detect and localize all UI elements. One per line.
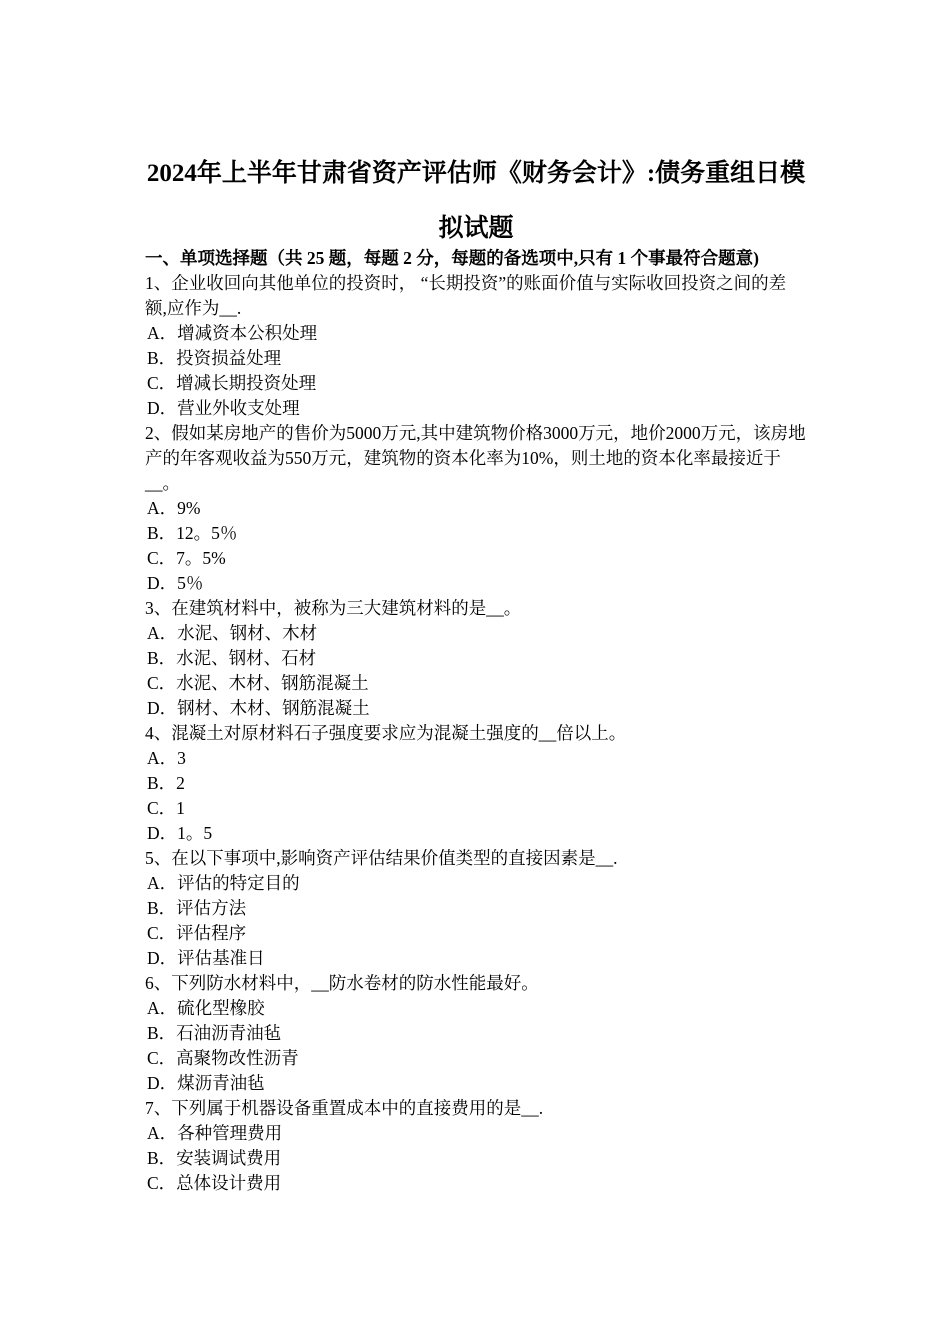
option-d: D．1。5: [147, 823, 213, 843]
option-a: A．9%: [147, 498, 201, 518]
document-body: [145, 246, 807, 1196]
question-1: [145, 271, 807, 421]
option-d: D．煤沥青油毡: [147, 1073, 265, 1093]
option-c: C．1: [147, 798, 185, 818]
option-b: B．12。5％: [147, 523, 238, 543]
option-a: A．水泥、钢材、木材: [147, 623, 318, 643]
question-2: [145, 421, 807, 596]
section-heading: 一、单项选择题（共 25 题，每题 2 分，每题的备选项中,只有 1 个事最符合题意): [145, 248, 759, 268]
option-c: C．增减长期投资处理: [147, 373, 317, 393]
question-7: [145, 1096, 807, 1196]
question-text: 7、下列属于机器设备重置成本中的直接费用的是__.: [145, 1098, 544, 1118]
option-d: D．营业外收支处理: [147, 398, 300, 418]
option-b: B．投资损益处理: [147, 348, 282, 368]
option-a: A．各种管理费用: [147, 1123, 283, 1143]
option-d: D．评估基准日: [147, 948, 265, 968]
question-text: 1、企业收回向其他单位的投资时， “长期投资”的账面价值与实际收回投资之间的差额,应作为__.: [145, 273, 787, 318]
option-c: C．高聚物改性沥青: [147, 1048, 299, 1068]
question-4: [145, 721, 807, 846]
option-a: A．评估的特定目的: [147, 873, 300, 893]
question-6: [145, 971, 807, 1096]
option-c: C．评估程序: [147, 923, 247, 943]
option-d: D．5％: [147, 573, 204, 593]
document-title: 2024年上半年甘肃省资产评估师《财务会计》:债务重组日模拟试题: [146, 160, 806, 242]
option-a: A．3: [147, 748, 186, 768]
option-c: C．水泥、木材、钢筋混凝土: [147, 673, 369, 693]
question-text: 5、在以下事项中,影响资产评估结果价值类型的直接因素是__.: [145, 848, 618, 868]
question-3: [145, 596, 807, 721]
question-text: 2、假如某房地产的售价为5000万元,其中建筑物价格3000万元，地价2000万元，该房地产的年客观收益为550万元，建筑物的资本化率为10%，则土地的资本化率最接近于__。: [145, 423, 806, 493]
option-a: A．增减资本公积处理: [147, 323, 318, 343]
question-5: [145, 846, 807, 971]
option-c: C．总体设计费用: [147, 1173, 282, 1193]
option-c: C．7。5%: [147, 548, 226, 568]
question-text: 4、混凝土对原材料石子强度要求应为混凝土强度的__倍以上。: [145, 723, 627, 743]
option-b: B．2: [147, 773, 185, 793]
option-d: D．钢材、木材、钢筋混凝土: [147, 698, 370, 718]
option-a: A．硫化型橡胶: [147, 998, 265, 1018]
question-text: 3、在建筑材料中，被称为三大建筑材料的是__。: [145, 598, 522, 618]
option-b: B．评估方法: [147, 898, 247, 918]
option-b: B．水泥、钢材、石材: [147, 648, 317, 668]
question-text: 6、下列防水材料中，__防水卷材的防水性能最好。: [145, 973, 539, 993]
option-b: B．石油沥青油毡: [147, 1023, 282, 1043]
option-b: B．安装调试费用: [147, 1148, 282, 1168]
